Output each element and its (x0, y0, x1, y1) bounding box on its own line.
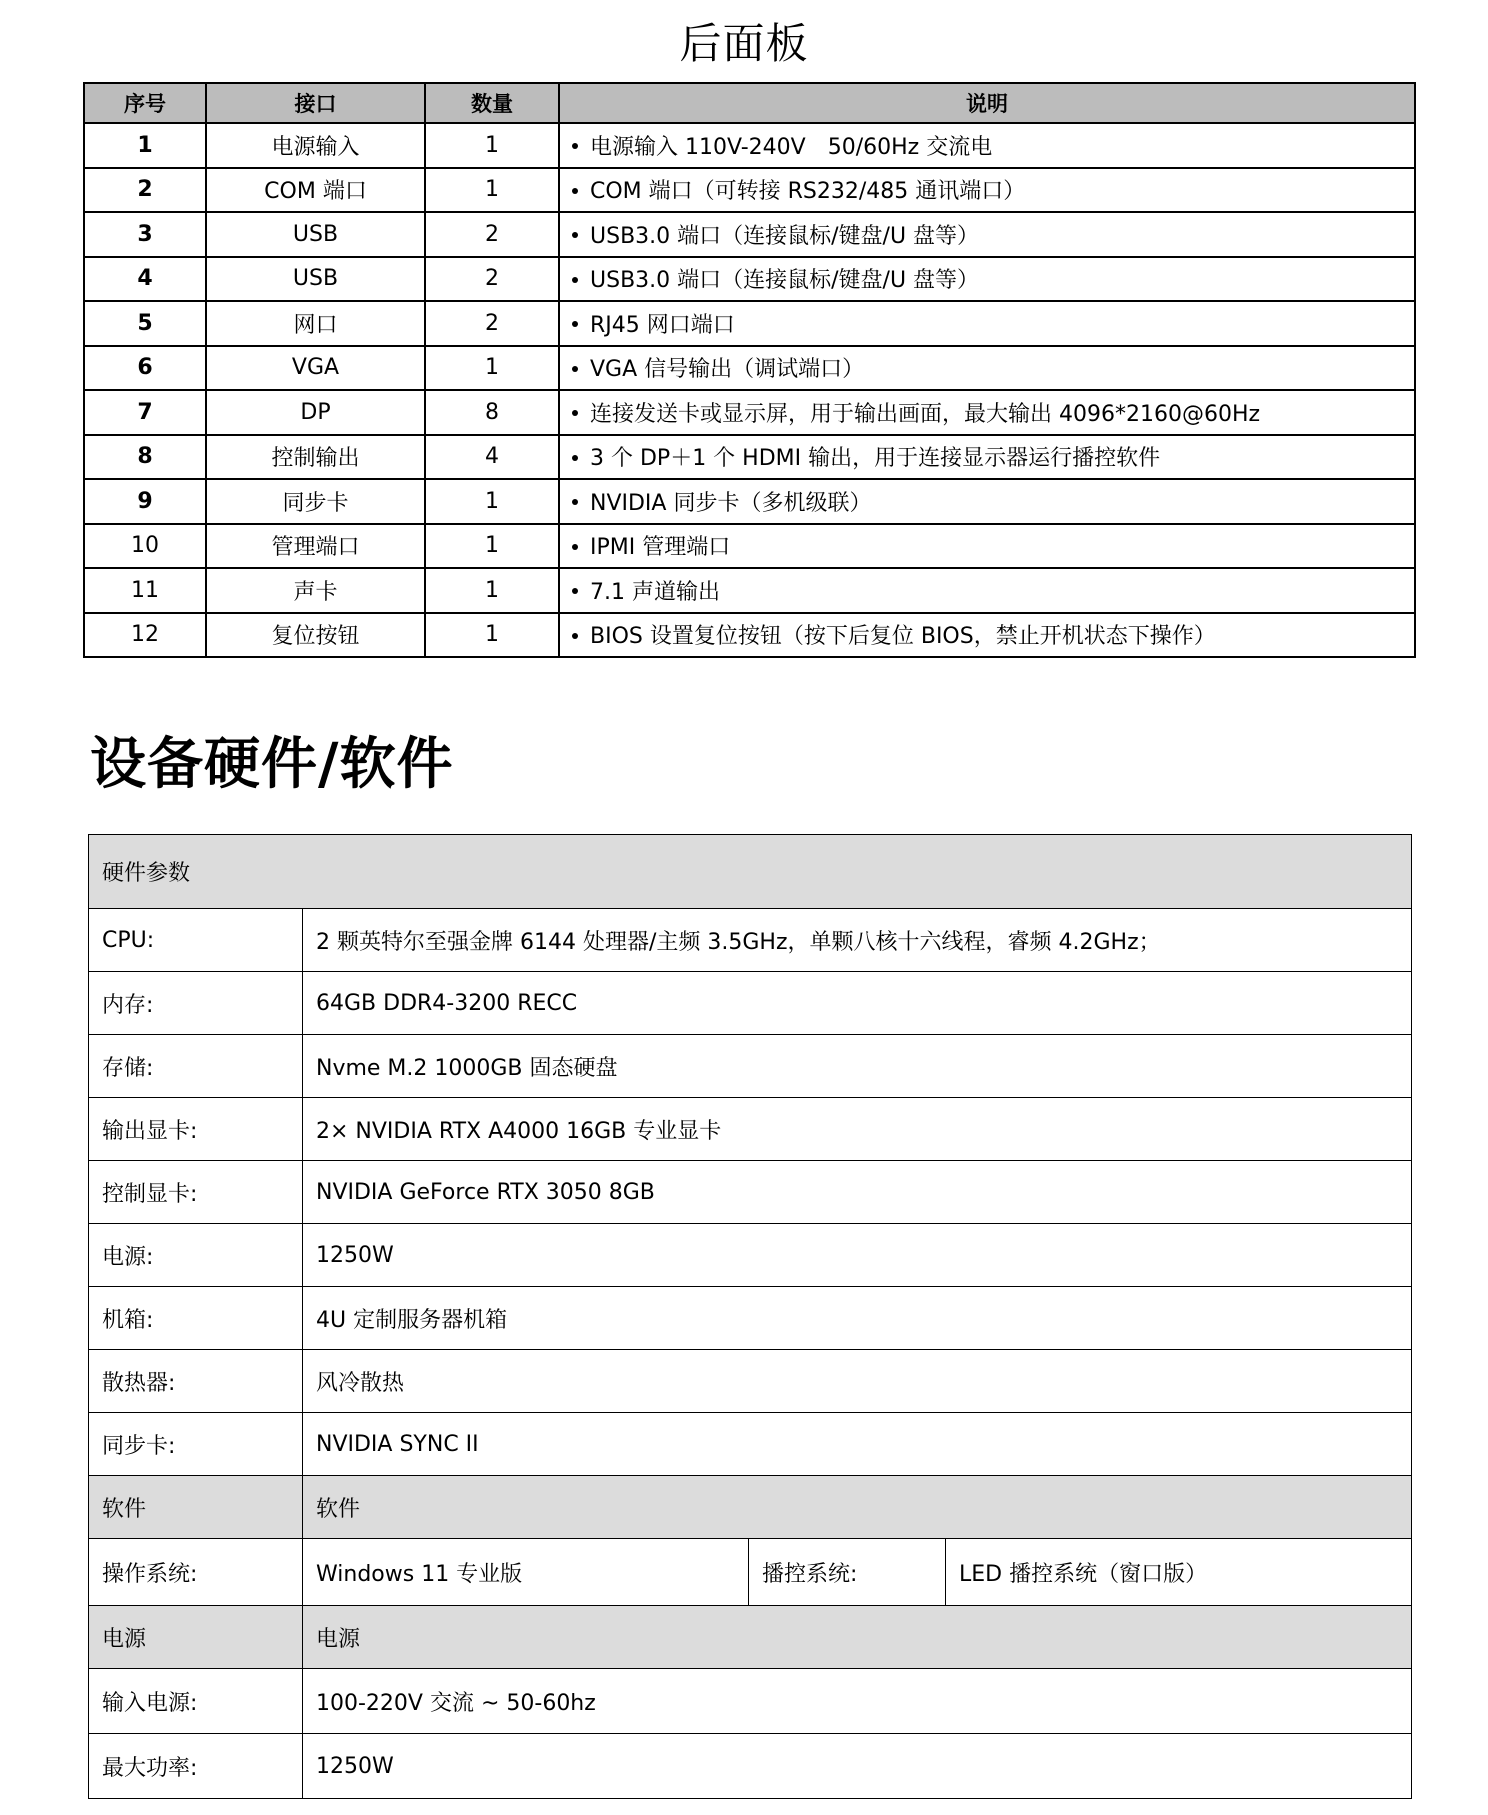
table-row (84, 613, 1415, 658)
row-desc-text: COM 端口（可转接 RS232/485 通讯端口） (590, 179, 1026, 205)
hardware-label: 同步卡: (89, 1413, 303, 1476)
hardware-row (89, 1224, 1412, 1287)
power-header-left: 电源 (89, 1606, 303, 1669)
row-number: 11 (84, 568, 206, 613)
row-qty: 2 (425, 257, 559, 302)
row-qty: 1 (425, 613, 559, 658)
bullet-icon (572, 232, 578, 238)
hardware-value: 2× NVIDIA RTX A4000 16GB 专业显卡 (303, 1098, 1412, 1161)
software-section-header (89, 1476, 1412, 1539)
hardware-row (89, 1161, 1412, 1224)
row-desc-text: USB3.0 端口（连接鼠标/键盘/U 盘等） (590, 223, 980, 249)
table-row (84, 435, 1415, 480)
software-row (89, 1539, 1412, 1606)
hardware-value: NVIDIA GeForce RTX 3050 8GB (303, 1161, 1412, 1224)
hardware-label: 控制显卡: (89, 1161, 303, 1224)
row-port: USB (206, 257, 425, 302)
power-value: 100-220V 交流 ~ 50-60hz (303, 1669, 1412, 1734)
hardware-row (89, 909, 1412, 972)
hardware-row (89, 972, 1412, 1035)
header-port: 接口 (206, 83, 425, 123)
table-row (84, 346, 1415, 391)
row-port: 声卡 (206, 568, 425, 613)
row-desc (559, 123, 1415, 168)
row-qty: 1 (425, 568, 559, 613)
table-row (84, 524, 1415, 569)
table-row (84, 257, 1415, 302)
hardware-label: 机箱: (89, 1287, 303, 1350)
row-desc (559, 479, 1415, 524)
hardware-label: 输出显卡: (89, 1098, 303, 1161)
hardware-label: 电源: (89, 1224, 303, 1287)
table-row (84, 479, 1415, 524)
row-number: 3 (84, 212, 206, 257)
bullet-icon (572, 544, 578, 550)
table-header-row (84, 83, 1415, 123)
row-number: 4 (84, 257, 206, 302)
header-desc: 说明 (559, 83, 1415, 123)
header-qty: 数量 (425, 83, 559, 123)
power-value: 1250W (303, 1734, 1412, 1799)
table-row (84, 390, 1415, 435)
bullet-icon (572, 321, 578, 327)
row-desc (559, 212, 1415, 257)
hardware-value: 1250W (303, 1224, 1412, 1287)
row-number: 10 (84, 524, 206, 569)
row-desc-text: 3 个 DP＋1 个 HDMI 输出，用于连接显示器运行播控软件 (590, 446, 1161, 472)
hardware-value: Nvme M.2 1000GB 固态硬盘 (303, 1035, 1412, 1098)
row-desc-text: 电源输入 110V-240V 50/60Hz 交流电 (590, 134, 993, 160)
hardware-value: 4U 定制服务器机箱 (303, 1287, 1412, 1350)
hardware-label: 存储: (89, 1035, 303, 1098)
software-header-left: 软件 (89, 1476, 303, 1539)
table-row (84, 212, 1415, 257)
row-qty: 1 (425, 168, 559, 213)
software-header-right: 软件 (303, 1476, 1412, 1539)
hardware-value: 2 颗英特尔至强金牌 6144 处理器/主频 3.5GHz，单颗八核十六线程，睿频 4.2GHz； (303, 909, 1412, 972)
power-section-header (89, 1606, 1412, 1669)
row-number: 7 (84, 390, 206, 435)
os-label: 操作系统: (89, 1539, 303, 1606)
hardware-value: 64GB DDR4-3200 RECC (303, 972, 1412, 1035)
hardware-row (89, 1350, 1412, 1413)
row-number: 6 (84, 346, 206, 391)
row-desc (559, 168, 1415, 213)
row-desc-text: IPMI 管理端口 (590, 535, 731, 561)
row-desc (559, 301, 1415, 346)
row-desc (559, 257, 1415, 302)
row-number: 2 (84, 168, 206, 213)
row-port: DP (206, 390, 425, 435)
hardware-label: 内存: (89, 972, 303, 1035)
row-qty: 2 (425, 301, 559, 346)
row-desc-text: 连接发送卡或显示屏，用于输出画面，最大输出 4096*2160@60Hz (590, 401, 1261, 427)
hardware-row (89, 1413, 1412, 1476)
row-number: 9 (84, 479, 206, 524)
row-port: USB (206, 212, 425, 257)
row-port: 控制输出 (206, 435, 425, 480)
row-port: COM 端口 (206, 168, 425, 213)
bullet-icon (572, 499, 578, 505)
row-port: 网口 (206, 301, 425, 346)
hardware-header: 硬件参数 (89, 835, 1412, 909)
bullet-icon (572, 143, 578, 149)
power-header-right: 电源 (303, 1606, 1412, 1669)
row-number: 8 (84, 435, 206, 480)
row-desc (559, 568, 1415, 613)
hardware-value: 风冷散热 (303, 1350, 1412, 1413)
rear-panel-table (83, 82, 1416, 658)
hardware-label: CPU: (89, 909, 303, 972)
row-desc (559, 346, 1415, 391)
bullet-icon (572, 588, 578, 594)
power-label: 输入电源: (89, 1669, 303, 1734)
table-row (84, 168, 1415, 213)
row-desc (559, 613, 1415, 658)
row-qty: 1 (425, 479, 559, 524)
row-number: 5 (84, 301, 206, 346)
row-qty: 4 (425, 435, 559, 480)
hardware-label: 散热器: (89, 1350, 303, 1413)
row-desc (559, 390, 1415, 435)
row-qty: 1 (425, 524, 559, 569)
os-value: Windows 11 专业版 (303, 1539, 749, 1606)
row-qty: 1 (425, 346, 559, 391)
power-row (89, 1669, 1412, 1734)
bullet-icon (572, 410, 578, 416)
row-number: 1 (84, 123, 206, 168)
table-row (84, 568, 1415, 613)
hardware-value: NVIDIA SYNC II (303, 1413, 1412, 1476)
row-desc-text: NVIDIA 同步卡（多机级联） (590, 490, 872, 516)
row-desc (559, 435, 1415, 480)
header-no: 序号 (84, 83, 206, 123)
hardware-row (89, 1035, 1412, 1098)
bullet-icon (572, 455, 578, 461)
row-desc-text: USB3.0 端口（连接鼠标/键盘/U 盘等） (590, 268, 980, 294)
hardware-row (89, 1098, 1412, 1161)
hardware-software-table (88, 834, 1412, 1799)
row-number: 12 (84, 613, 206, 658)
row-desc-text: RJ45 网口端口 (590, 312, 735, 338)
power-label: 最大功率: (89, 1734, 303, 1799)
row-desc (559, 524, 1415, 569)
ctrl-label: 播控系统: (749, 1539, 946, 1606)
row-port: 复位按钮 (206, 613, 425, 658)
hw-sw-heading: 设备硬件/软件 (90, 732, 454, 797)
ctrl-value: LED 播控系统（窗口版） (946, 1539, 1412, 1606)
row-port: 同步卡 (206, 479, 425, 524)
bullet-icon (572, 366, 578, 372)
bullet-icon (572, 277, 578, 283)
table-row (84, 301, 1415, 346)
rear-panel-title: 后面板 (679, 19, 809, 68)
bullet-icon (572, 188, 578, 194)
row-qty: 8 (425, 390, 559, 435)
row-qty: 1 (425, 123, 559, 168)
hardware-row (89, 1287, 1412, 1350)
row-desc-text: VGA 信号输出（调试端口） (590, 357, 865, 383)
table-row (84, 123, 1415, 168)
hardware-section-header (89, 835, 1412, 909)
bullet-icon (572, 633, 578, 639)
row-port: 电源输入 (206, 123, 425, 168)
row-port: 管理端口 (206, 524, 425, 569)
row-desc-text: 7.1 声道输出 (590, 579, 720, 605)
row-desc-text: BIOS 设置复位按钮（按下后复位 BIOS，禁止开机状态下操作） (590, 624, 1216, 650)
power-row (89, 1734, 1412, 1799)
row-qty: 2 (425, 212, 559, 257)
row-port: VGA (206, 346, 425, 391)
